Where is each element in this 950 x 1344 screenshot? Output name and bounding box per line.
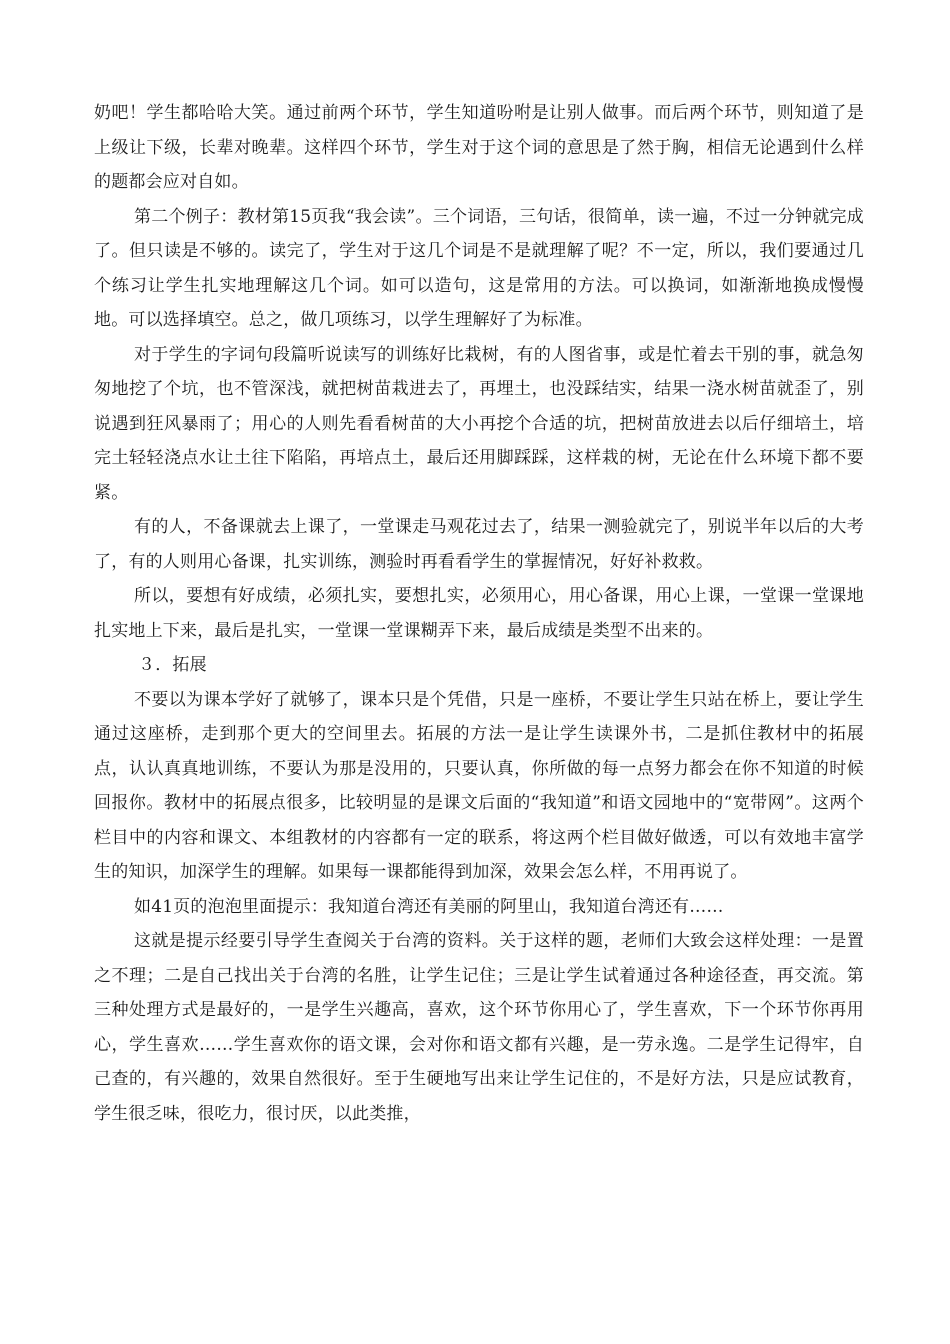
paragraph-bubble-hint: 如41页的泡泡里面提示：我知道台湾还有美丽的阿里山，我知道台湾还有……	[134, 896, 724, 917]
paragraph-conclusion: 所以，要想有好成绩，必须扎实，要想扎实，必须用心，用心备课，用心上课，一堂课一堂课地扎实地上下来，最后是扎实，一堂课一堂课糊弄下来，最后成绩是类型不出来的。	[94, 586, 864, 641]
document-page	[94, 96, 864, 1131]
paragraph-lesson-prep: 有的人，不备课就去上课了，一堂课走马观花过去了，结果一测验就完了，别说半年以后的大考了，有的人则用心备课，扎实训练，测验时再看看学生的掌握情况，好好补救救。	[94, 517, 864, 572]
paragraph-continuation: 奶吧！学生都哈哈大笑。通过前两个环节，学生知道吩咐是让别人做事。而后两个环节，则知道了是上级让下级，长辈对晚辈。这样四个环节，学生对于这个词的意思是了然于胸，相信无论遇到什么样的题都会应对自如。	[94, 103, 864, 192]
paragraph-tree-planting: 对于学生的字词句段篇听说读写的训练好比栽树，有的人图省事，或是忙着去干别的事，就急匆匆地挖了个坑，也不管深浅，就把树苗栽进去了，再埋土，也没踩结实，结果一浇水树苗就歪了，别说遇到狂风暴雨了；用心的人则先看看树苗的大小再挖个合适的坑，把树苗放进去以后仔细培土，培完土轻轻浇点水让土往下陷陷，再培点土，最后还用脚踩踩，这样栽的树，无论在什么环境下都不要紧。	[94, 344, 864, 503]
paragraph-second-example: 第二个例子：教材第15页我“我会读”。三个词语，三句话，很简单，读一遍，不过一分钟就完成了。但只读是不够的。读完了，学生对于这几个词是不是就理解了呢？不一定，所以，我们要通过几个练习让学生扎实地理解这几个词。如可以造句，这是常用的方法。可以换词，如渐渐地换成慢慢地。可以选择填空。总之，做几项练习，以学生理解好了为标准。	[94, 206, 864, 330]
paragraph-expansion: 不要以为课本学好了就够了，课本只是个凭借，只是一座桥，不要让学生只站在桥上，要让学生通过这座桥，走到那个更大的空间里去。拓展的方法一是让学生读课外书，二是抓住教材中的拓展点，认认真真地训练，不要认为那是没用的，只要认真，你所做的每一点努力都会在你不知道的时候回报你。教材中的拓展点很多，比较明显的是课文后面的“我知道”和语文园地中的“宽带网”。这两个栏目中的内容和课文、本组教材的内容都有一定的联系，将这两个栏目做好做透，可以有效地丰富学生的知识，加深学生的理解。如果每一课都能得到加深，效果会怎么样，不用再说了。	[94, 689, 864, 882]
section-heading-expansion: ３．拓展	[138, 655, 207, 675]
paragraph-taiwan-research: 这就是提示经要引导学生查阅关于台湾的资料。关于这样的题，老师们大致会这样处理：一是置之不理；二是自己找出关于台湾的名胜，让学生记住；三是让学生试着通过各种途径查，再交流。第三种处理方式是最好的，一是学生兴趣高，喜欢，这个环节你用心了，学生喜欢，下一个环节你再用心，学生喜欢……学生喜欢你的语文课，会对你和语文都有兴趣，是一劳永逸。二是学生记得牢，自己查的，有兴趣的，效果自然很好。至于生硬地写出来让学生记住的，不是好方法，只是应试教育，学生很乏味，很吃力，很讨厌，以此类推，	[94, 931, 864, 1124]
